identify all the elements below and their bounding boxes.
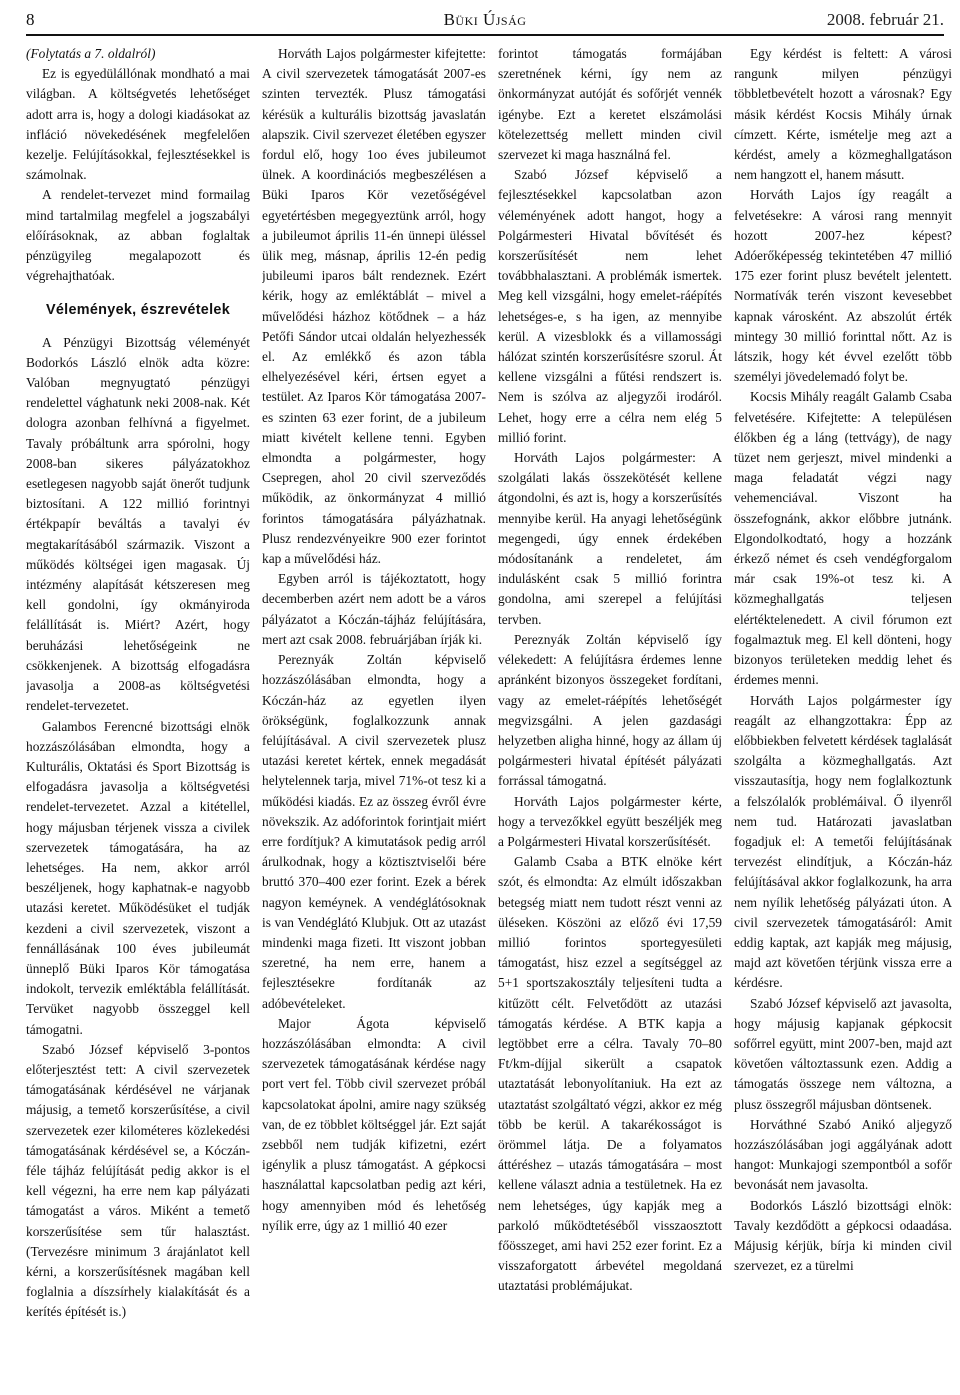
page-number: 8	[26, 10, 35, 29]
paragraph: Horváthné Szabó Anikó aljegyző hozzászólásában jogi aggályának adott hangot: Munkajogi szempontból a sofőr bevonását nem javasolta.	[734, 1116, 952, 1193]
paragraph: Egy kérdést is feltett: A városi rangunk milyen pénzügyi többletbevételt hozott a városnak? Egy másik kérdést Kocsis Mihály úrnak címzett. Kérte, ismételje meg azt a kérdést, amely a közmeghallgatáson nem hangzott el, hanem másutt.	[734, 46, 952, 183]
section-heading: Vélemények, észrevételek	[45, 302, 230, 319]
column-1	[26, 44, 250, 1394]
column-3	[498, 44, 722, 1394]
paragraph: Major Ágota képviselő hozzászólásában elmondta: A civil szervezetek támogatásának kérdése nagy port vert fel. Több civil szervezet próbál kapcsolatokat ápolni, amire nagy szükség van, de ez többlet költséggel jár. Ezt saját zsebből nem tudják kifizetni, ezért igénylik a plusz támogatást. A gépkocsi használattal kapcsolatban pedig azt kéri, hogy amennyiben mód és lehetőség nyílik erre, úgy az 1 millió 40 ezer	[262, 1015, 486, 1233]
header-rule	[26, 34, 944, 36]
paragraph: Bodorkós László bizottsági elnök: Tavaly kezdődött a gépkocsi odaadása. Májusig kérjük, bírja ki minden civil szervezet, ez a türelmi	[734, 1197, 952, 1274]
paragraph: Galamb Csaba a BTK elnöke kért szót, és elmondta: Az elmúlt időszakban betegség miatt nem tudott részt venni az üléseken. Köszöni az előző évi 17,59 millió forintos sportegyesületi támogatást, hisz ezzel a segítséggel az 5+1 sportszakosztály teljesíteni tudta a kitűzött célt. Felvetődött az utazási támogatás kérdése. A BTK kapja a legtöbbet erre a célra. Tavaly 70–80 Ft/km-díjjal sikerült a csapatok utaztatását lebonyolítaniuk. Ha ezt az utaztatást szolgáltató végzi, akkor ez még több be kerül. A takarékosságot is örömmel látja. De a folyamatos áttéréshez – utazás támogatására – most kellene választ adnia a testületnek. Ha ez nem lehetséges, úgy kapják meg a parkoló működtetéséből visszaosztott főösszeget, ami havi 252 ezer forint. Ez a visszaforgatott árbevétel megoldaná utaztatási problémájukat.	[498, 854, 722, 1294]
paragraph: Szabó József képviselő a fejlesztésekkel kapcsolatban azon véleményének adott hangot, hogy a Polgármesteri Hivatal bővítését és korszerűsítését nem lehet továbbhalasztani. A problémák ismertek. Meg kell vizsgálni, hogy emelet-ráépítés lehetséges-e, s ha igen, az mennyibe kerül. A vizesblokk és a villamossági hálózat szintén korszerűsítésre szorul. Át kellene vizsgálni a fűtési rendszert is. Nem is szólva az aljegyzői irodáról. Lehet, hogy erre a célra nem elég 5 millió forint.	[498, 167, 722, 445]
continuation-note: (Folytatás a 7. oldalról)	[26, 46, 156, 61]
paragraph: Horváth Lajos polgármester: A szolgálati lakás összekötését kellene átgondolni, és azt is, hogy a korszerűsítés mennyibe kerül. Ha anyagi lehetőségünk megengedi, úgy ennek érdekében módosítanánk a rendeletet, ám indulásként csak 5 millió forintra gondolna, ami szerepel a felújítási tervben.	[498, 450, 722, 627]
paragraph: Kocsis Mihály reagált Galamb Csaba felvetésére. Kifejtette: A településen élőkben ég a láng (tettvágy), de nagy tüzet nem gerjeszt, mivel mindenki a maga feladatát végzi nagy vehemenciával. Viszont ha összefognánk, akkor előbbre jutnánk. Elgondolkodtató, hogy a hozzánk érkező német és cseh vendégforgalom már csak 19%-ot tesz ki. A közmeghallgatás teljesen elértéktelenedett. A civil fórumon ezt fogalmaztuk meg. El kell dönteni, hogy bizonyos területeken meddig lehet és érdemes menni.	[734, 389, 952, 688]
paragraph: A Pénzügyi Bizottság véleményét Bodorkós László elnök adta közre: Valóban megnyugtató pénzügyi rendelettel vághatunk neki 2008-nak. Két dologra azonban felhívná a figyelmet. Tavaly próbáltunk arra spórolni, hogy 2008-ban sikeres pályázatokhoz esetlegesen nagyobb saját önerőt tudjunk biztosítani. A 122 millió forintnyi értékpapír beváltás a tavalyi év megtakarításából származik. Viszont a működés költségei igen magasak. Új intézmény alapítását kétszeresen meg kell gondolni, így okmányiroda felállítását is. Miért? Azért, hogy beruházási lehetőségeink ne csökkenjenek. A bizottság elfogadásra javasolja a 2008-as költségvetési rendelet-tervezetet.	[26, 334, 250, 714]
paragraph: Pereznyák Zoltán képviselő hozzászólásában elmondta, hogy a Kóczán-ház az egyetlen ilyen örökségünk, foglalkozzunk annak felújításával. A civil szervezetek plusz utazási keretet kértek, ennek megadását helytelennek tarja, mivel 71%-ot tesz ki a működési kiadás. Ez az összeg évről évre növekszik. Az adóforintok forintjait miért erre fordítjuk? A kimutatások pedig arról árulkodnak, hogy a köztisztviselői bére bruttó 370–400 ezer forint. Ezek a bérek nagyon keméynek. A vendéglátósoknak is van Vendéglátó Klubjuk. Ott az utazást mindenki maga fizeti. Itt viszont jobban szeretné, ha nem erre, hanem a fejlesztésekre fordítanák az adóbevételeket.	[262, 652, 486, 1011]
paragraph: Horváth Lajos polgármester így reagált az elhangzottakra: Épp az előbbiekben felvetett kérdések taglalását szolgálta a közmeghallgatás. Azt visszautasítja, hogy nem foglalkoztunk a felszólalók problémáival. Ő ilyenről nem tud. Határozati javaslatban fogadjuk el: A temetői felújításának tervezést elindítjuk, a Kóczán-ház felújításával akkor foglalkozunk, ha arra nem nyílik lehetőség pályázati úton. A civil szervezetek támogatásáról: Amit eddig kaptak, azt kapják meg májusig, majd azt követően térjünk vissza erre a kérdésre.	[734, 692, 952, 991]
column-2	[262, 44, 486, 1394]
paragraph: Pereznyák Zoltán képviselő így vélekedett: A felújításra érdemes lenne apránként bizonyos összegeket fordítani, vagy az emelet-ráépítés lehetőségét megvizsgálni. A jelen gazdasági helyzetben aligha hinné, hogy az állam új polgármesteri hivatal építését pályázati forrással támogatná.	[498, 631, 722, 789]
paragraph: Szabó József képviselő azt javasolta, hogy májusig kapjanak gépkocsit sofőrrel együtt, mint 2007-ben, majd azt követően változtassunk ezen. Addig a támogatás összege nem változna, a plusz összegről májusban döntsenek.	[734, 995, 952, 1112]
paragraph: Horváth Lajos polgármester kérte, hogy a tervezőkkel együtt beszéljék meg a Polgármesteri Hivatal korszerűsítését.	[498, 793, 722, 849]
page-header	[26, 10, 944, 34]
paragraph: Szabó József képviselő 3-pontos előterjesztést tett: A civil szervezetek támogatásának kérdésével ne várjanak májusig, a temető korszerűsítése, a civil szervezetek ezer kilométeres közlekedési támogatásának kérdésével se, a Kóczán-féle tájház felújítását pedig akkor is el kell végezni, ha erre nem kap pályázati támogatást a város. Miként a temető korszerűsítése sem tűr halasztást. (Tervezésre minimum 3 árajánlatot kell kérni, a korszerűsítésnek magában kell foglalnia a díszsírhely kialakítását és a kerítés építését is.)	[26, 1041, 250, 1320]
paragraph: A rendelet-tervezet mind formailag mind tartalmilag megfelel a jogszabályi előírásoknak, az abban foglaltak pénzügyileg megalapozott és végrehajthatóak.	[26, 187, 250, 284]
paragraph: Ez is egyedülállónak mondható a mai világban. A költségvetés lehetőséget adott arra is, hogy a dologi kiadásokat az infláció növekedésének megfelelően kezelje. Felújításokkal, fejlesztésekkel is számolnak.	[26, 66, 250, 183]
issue-date: 2008. február 21.	[826, 10, 944, 29]
paragraph: Horváth Lajos polgármester kifejtette: A civil szervezetek támogatását 2007-es szinten tervezték. Plusz támogatási kérésük a kulturális bizottság javaslatán alapszik. Civil szervezet életében egyszer fordul elő, hogy 1oo éves jubileumot ülnek. A koordinációs megbeszélésen a Büki Iparos Kör vezetőségével egyetértésben megegyeztünk arról, hogy a jubileumot április 11-én ünnepi üléssel ülik meg, másnap, április 12-én pedig jubileumi iparos bált rendeznek. Ezért kérik, hogy az emléktáblát – mivel a művelődési házhoz kötődnek – a ház Petőfi Sándor utcai oldalán helyezhessék el. Az emlékkő és azon tábla elhelyezésével kéri, értsen egyet a testület. Az Iparos Kör támogatása 2007-es szinten 63 ezer forint, de a jubileum miatt kivételt kellene tenni. Egyben elmondta a polgármester, hogy Csepregen, ahol 20 civil szerveződés működik, az önkormányzat 4 millió forintos támogatására pályázhatnak. Plusz rendezvényeikre 900 ezer forintot kap a művelődési ház.	[262, 46, 486, 567]
newspaper-title: Büki Újság	[443, 10, 527, 29]
paragraph: Horváth Lajos így reagált a felvetésekre: A városi rang mennyit hozott 2007-hez képest? Adóerőképesség tekintetében 47 millió 175 ezer forint plusz bevételt jelentett. Normatívák terén viszont kevesebbet kapnak városként. Az abszolút érték mintegy 30 millió forinttal nőtt. Az is látszik, hogy két évvel ezelőtt több személyi jövedelemadó folyt be.	[734, 187, 952, 385]
column-4	[734, 44, 952, 1394]
paragraph: Egyben arról is tájékoztatott, hogy decemberben azért nem adott be a város pályázatot a Kóczán-tájház felújítására, mert azt csak 2008. februárjában írják ki.	[262, 571, 486, 647]
paragraph: Galambos Ferencné bizottsági elnök hozzászólásában elmondta, hogy a Kulturális, Oktatási és Sport Bizottság is elfogadásra javasolja a költségvetési rendelet-tervezetet. Azzal a kitétellel, hogy májusban térjenek vissza a civilek szervezetek támogatására, ha az lehetséges. Ha nem, akkor arról beszéljenek, hogy kaphatnak-e nagyobb utazási keretet. Működésüket el tudják kezdeni a civil szervezetek, viszont a fennállásának 100 éves jubileumát ünneplő Büki Iparos Kör támogatása indokolt, tervezik emléktábla felállítását. Tervüket nagyobb összeggel kell támogatni.	[26, 718, 250, 1037]
paragraph: forintot támogatás formájában szeretnének kérni, így nem az önkormányzat autóját és sofőrjét vennék igénybe. Ezt a keretet elszámolási kötelezettség mellett minden civil szervezet ki maga használná fel.	[498, 46, 722, 163]
